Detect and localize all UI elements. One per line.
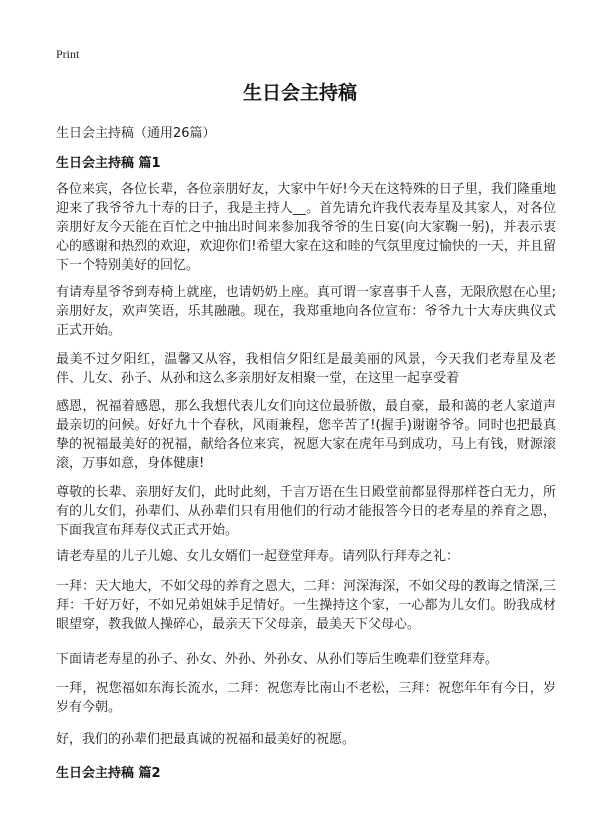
section-heading-1: 生日会主持稿 篇1 [56, 156, 161, 171]
paragraph-8: 下面请老寿星的孙子、孙女、外孙、外孙女、从孙们等后生晚辈们登堂拜寿。 [56, 652, 499, 667]
paragraph-1: 各位来宾，各位长辈，各位亲朋好友，大家中午好!今天在这特殊的日子里，我们隆重地迎来了我爷爷九十寿的日子，我是主持人__。首先请允许我代表寿星及其家人，对各位亲朋好友今天能在百忙之中抽出时间来参加我爷爷的生日宴(向大家鞠一躬)，并表示衷心的感谢和热烈的欢迎，欢迎你们!希望大家在这和睦的气氛里度过愉快的一天，并且留下一个特别美好的回忆。 [56, 182, 556, 273]
section-heading-2: 生日会主持稿 篇2 [56, 766, 161, 781]
paragraph-3: 最美不过夕阳红，温馨又从容，我相信夕阳红是最美丽的风景，今天我们老寿星及老伴、儿女、孙子、从孙和这么多亲朋好友相聚一堂，在这里一起享受着 [56, 352, 556, 386]
paragraph-9: 一拜，祝您福如东海长流水，二拜：祝您寿比南山不老松，三拜：祝您年年有今日，岁岁有今朝。 [56, 681, 556, 715]
page-title: 生日会主持稿 [242, 82, 357, 104]
paragraph-7: 一拜：天大地大，不如父母的养育之恩大，二拜：河深海深，不如父母的教诲之情深,三拜：千好万好，不如兄弟姐妹手足情好。一生操持这个家，一心都为儿女们。盼我成材眼望穿，教我做人操碎心，最亲天下父母亲，最美天下父母心。 [56, 579, 556, 632]
paragraph-2: 有请寿星爷爷到寿椅上就座，也请奶奶上座。真可谓一家喜事千人喜，无限欣慰在心里;亲朋好友，欢声笑语，乐其融融。现在，我郑重地向各位宣布：爷爷九十大寿庆典仪式正式开始。 [56, 285, 556, 338]
paragraph-5: 尊敬的长辈、亲朋好友们，此时此刻，千言万语在生日殿堂前都显得那样苍白无力，所有的儿女们，孙辈们、从孙辈们只有用他们的行动才能报答今日的老寿星的养育之恩，下面我宣布拜寿仪式正式开始。 [56, 485, 556, 538]
print-link[interactable]: Print [56, 47, 80, 61]
paragraph-6: 请老寿星的儿子儿媳、女儿女婿们一起登堂拜寿。请列队行拜寿之礼： [56, 549, 460, 564]
paragraph-10: 好，我们的孙辈们把最真诚的祝福和最美好的祝愿。 [56, 732, 356, 747]
document-subtitle: 生日会主持稿（通用26篇） [56, 126, 216, 141]
paragraph-4: 感恩，祝福着感恩，那么我想代表儿女们向这位最骄傲，最自豪，最和蔼的老人家道声最亲切的问候。好好九十个春秋，风雨兼程，您辛苦了!(握手)谢谢爷爷。同时也把最真挚的祝福最美好的祝福，献给各位来宾，祝愿大家在虎年马到成功，马上有钱，财源滚滚，万事如意，身体健康! [56, 399, 556, 471]
